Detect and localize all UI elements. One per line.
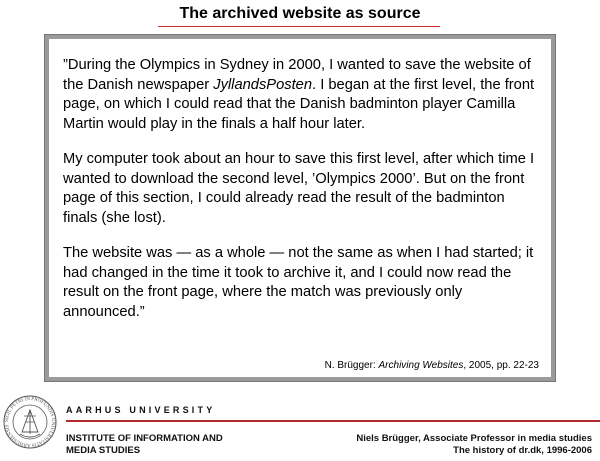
quote-paragraph-2: My computer took about an hour to save this first level, after which time I wanted to download the second level, ’Olympics 2000’. But on the front page of this section, I could already read the result of the badminton finals (she lost). xyxy=(63,151,535,226)
university-seal-icon xyxy=(2,388,58,458)
quote-p1-end: . I began at the first level, the front page, on which I could read that the Danish badminton player Camilla Martin would play in the finals a half hour later. xyxy=(63,76,535,132)
citation-work: Archiving Websites xyxy=(378,360,464,371)
university-name: AARHUS UNIVERSITY xyxy=(66,405,216,415)
institute-line-1: INSTITUTE OF INFORMATION AND xyxy=(66,433,223,444)
newspaper-name: JyllandsPosten xyxy=(213,76,313,93)
quote-paragraph-3: The website was — as a whole — not the same as when I had started; it had changed in the time it took to archive it, and I could now read the result on the front page, where the match was previously only announced.” xyxy=(63,245,534,320)
institute-line-2: MEDIA STUDIES xyxy=(66,445,141,456)
footer-divider xyxy=(66,420,600,422)
title-underline xyxy=(158,26,440,27)
quote-paragraph-1 xyxy=(63,56,538,134)
citation xyxy=(325,360,539,371)
institute-name xyxy=(66,433,223,457)
quote-box xyxy=(49,39,551,377)
citation-author: N. Brügger: xyxy=(324,360,379,371)
author-line-2: The history of dr.dk, 1996-2006 xyxy=(453,445,592,456)
quote-frame xyxy=(44,34,556,382)
author-line-1: Niels Brügger, Associate Professor in media studies xyxy=(356,433,592,444)
slide-title: The archived website as source xyxy=(179,5,421,22)
seal-text: SIGIL PETRI IN PROFUNDIS UNIVERSITATIS ARHUSIENSIS xyxy=(4,396,56,448)
author-info xyxy=(356,433,592,457)
quote-p1-start: ”During the Olympics in Sydney in 2000, I wanted to save the website of the Danish newspaper xyxy=(63,57,531,93)
citation-details: , 2005, pp. 22-23 xyxy=(463,360,539,371)
